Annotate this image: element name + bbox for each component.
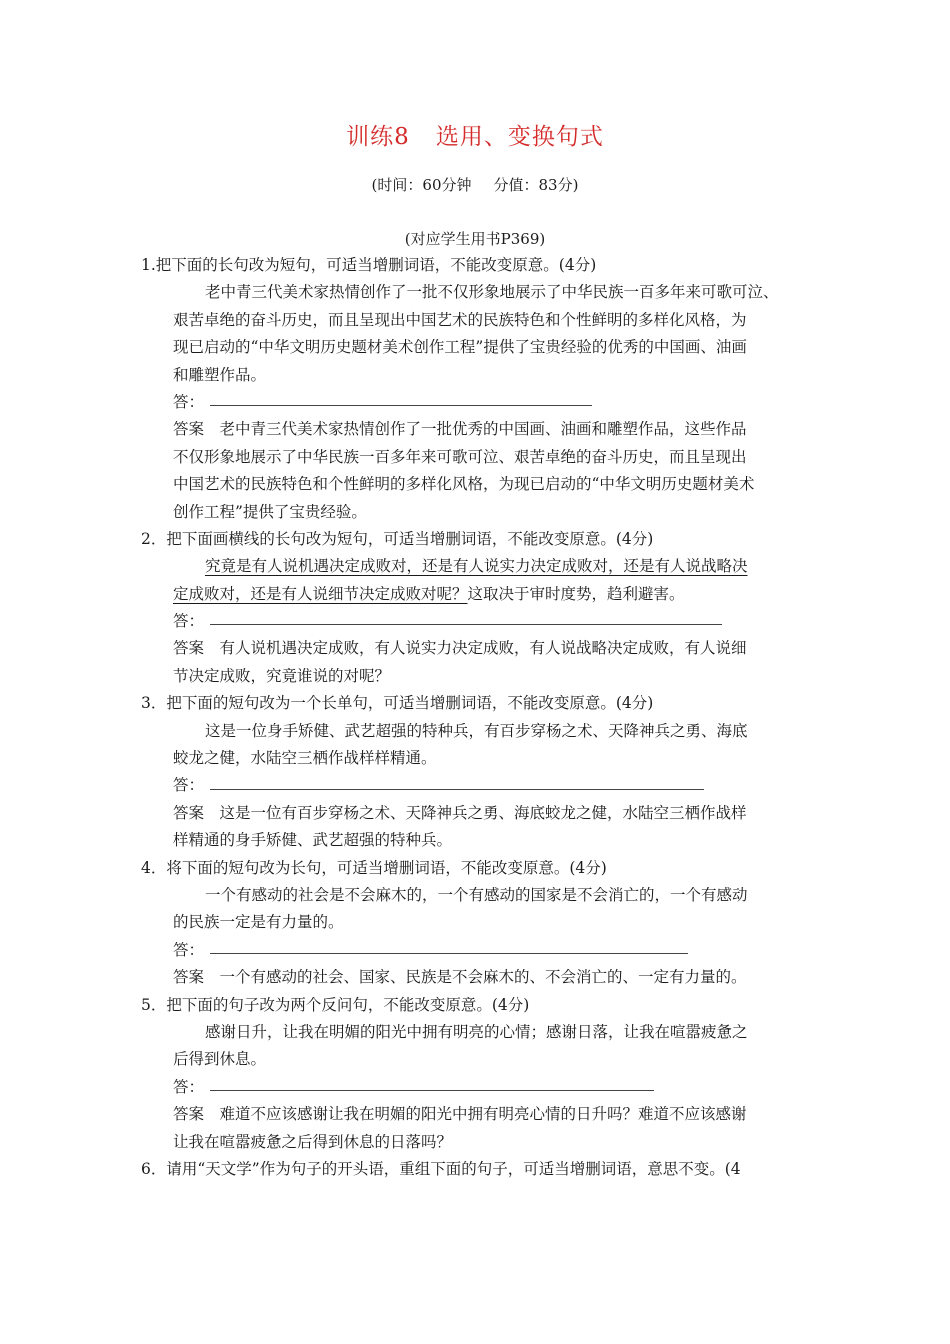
question-3-body-line: 这是一位身手矫健、武艺超强的特种兵，有百步穿杨之术、天降神兵之勇、海底 bbox=[205, 721, 748, 740]
question-5-answer-line: 让我在喧嚣疲惫之后得到休息的日落吗？ bbox=[173, 1132, 453, 1151]
question-3-answer-line: 答案 这是一位有百步穿杨之术、天降神兵之勇、海底蛟龙之健，水陆空三栖作战样 bbox=[173, 803, 747, 822]
question-6 bbox=[0, 1156, 950, 1183]
question-1-answer-line: 不仅形象地展示了中华民族一百多年来可歌可泣、艰苦卓绝的奋斗历史，而且呈现出 bbox=[173, 447, 747, 466]
question-4-answer-field[interactable] bbox=[0, 937, 950, 964]
question-2-body-line bbox=[0, 581, 950, 608]
question-3-body-line: 蛟龙之健，水陆空三栖作战样样精通。 bbox=[173, 749, 437, 768]
question-3-answer-field[interactable] bbox=[0, 772, 950, 799]
question-5-answer-field[interactable] bbox=[0, 1074, 950, 1101]
question-3-head: 3．把下面的短句改为一个长单句，可适当增删词语，不能改变原意。(4分) bbox=[141, 694, 654, 713]
question-1-answer-line: 创作工程”提供了宝贵经验。 bbox=[173, 502, 367, 521]
question-2 bbox=[0, 526, 950, 690]
question-6-head: 6．请用“天文学”作为句子的开头语，重组下面的句子，可适当增删词语，意思不变。(4 bbox=[141, 1159, 741, 1178]
page-title bbox=[0, 118, 950, 151]
answer-prompt: 答： bbox=[173, 612, 205, 631]
question-4-head: 4．将下面的短句改为长句，可适当增删词语，不能改变原意。(4分) bbox=[141, 858, 607, 877]
question-1 bbox=[0, 252, 950, 526]
answer-blank-line[interactable] bbox=[210, 1090, 654, 1091]
question-5-answer-line: 答案 难道不应该感谢让我在明媚的阳光中拥有明亮心情的日升吗？难道不应该感谢 bbox=[173, 1105, 747, 1124]
question-5-head: 5．把下面的句子改为两个反问句，不能改变原意。(4分) bbox=[141, 995, 530, 1014]
underlined-sentence: 定成败对，还是有人说细节决定成败对呢？ bbox=[173, 584, 468, 603]
answer-blank-line[interactable] bbox=[210, 405, 592, 406]
answer-prompt: 答： bbox=[173, 392, 205, 411]
question-1-head: 1.把下面的长句改为短句，可适当增删词语，不能改变原意。(4分) bbox=[141, 256, 597, 274]
question-2-answer-line: 节决定成败，究竟谁说的对呢？ bbox=[173, 666, 391, 685]
question-1-body-line: 老中青三代美术家热情创作了一批不仅形象地展示了中华民族一百多年来可歌可泣、 bbox=[205, 283, 779, 302]
question-2-answer-field[interactable] bbox=[0, 608, 950, 635]
body-text: 这取决于审时度势，趋利避害。 bbox=[467, 584, 685, 603]
question-4-body-line: 一个有感动的社会是不会麻木的，一个有感动的国家是不会消亡的，一个有感动 bbox=[205, 885, 748, 904]
reference-note: (对应学生用书P369) bbox=[404, 230, 546, 248]
answer-blank-line[interactable] bbox=[210, 624, 722, 625]
question-1-answer-line: 答案 老中青三代美术家热情创作了一批优秀的中国画、油画和雕塑作品，这些作品 bbox=[173, 420, 747, 439]
question-4-answer-line: 答案 一个有感动的社会、国家、民族是不会麻木的、不会消亡的、一定有力量的。 bbox=[173, 968, 747, 987]
question-1-answer-line: 中国艺术的民族特色和个性鲜明的多样化风格，为现已启动的“中华文明历史题材美术 bbox=[173, 475, 755, 494]
answer-prompt: 答： bbox=[173, 1077, 205, 1096]
underlined-sentence: 究竟是有人说机遇决定成败对，还是有人说实力决定成败对，还是有人说战略决 bbox=[205, 557, 748, 576]
question-2-body-line bbox=[0, 553, 950, 580]
question-5-body-line: 后得到休息。 bbox=[173, 1050, 267, 1069]
question-5-body-line: 感谢日升，让我在明媚的阳光中拥有明亮的心情；感谢日落，让我在喧嚣疲惫之 bbox=[205, 1022, 748, 1041]
question-3 bbox=[0, 690, 950, 854]
question-1-body-line: 和雕塑作品。 bbox=[173, 365, 267, 384]
questions-list bbox=[0, 252, 950, 1183]
question-5 bbox=[0, 992, 950, 1156]
time-score-line bbox=[0, 174, 950, 195]
question-1-body-line: 现已启动的“中华文明历史题材美术创作工程”提供了宝贵经验的优秀的中国画、油画 bbox=[173, 338, 747, 357]
question-3-answer-line: 样精通的身手矫健、武艺超强的特种兵。 bbox=[173, 831, 453, 850]
answer-blank-line[interactable] bbox=[210, 953, 688, 954]
title-sub: 选用、变换句式 bbox=[435, 124, 604, 150]
answer-prompt: 答： bbox=[173, 940, 205, 959]
answer-prompt: 答： bbox=[173, 776, 205, 795]
question-2-answer-line: 答案 有人说机遇决定成败，有人说实力决定成败，有人说战略决定成败，有人说细 bbox=[173, 639, 747, 658]
answer-blank-line[interactable] bbox=[210, 789, 704, 790]
question-4 bbox=[0, 855, 950, 992]
question-1-answer-field[interactable] bbox=[0, 389, 950, 416]
question-1-body-line: 艰苦卓绝的奋斗历史，而且呈现出中国艺术的民族特色和个性鲜明的多样化风格，为 bbox=[173, 310, 747, 329]
time-text: (时间：60分钟 bbox=[371, 176, 472, 194]
question-2-head: 2．把下面画横线的长句改为短句，可适当增删词语，不能改变原意。(4分) bbox=[141, 529, 654, 548]
question-4-body-line: 的民族一定是有力量的。 bbox=[173, 913, 344, 932]
score-text: 分值：83分) bbox=[493, 176, 579, 194]
title-main: 训练8 bbox=[346, 124, 410, 150]
